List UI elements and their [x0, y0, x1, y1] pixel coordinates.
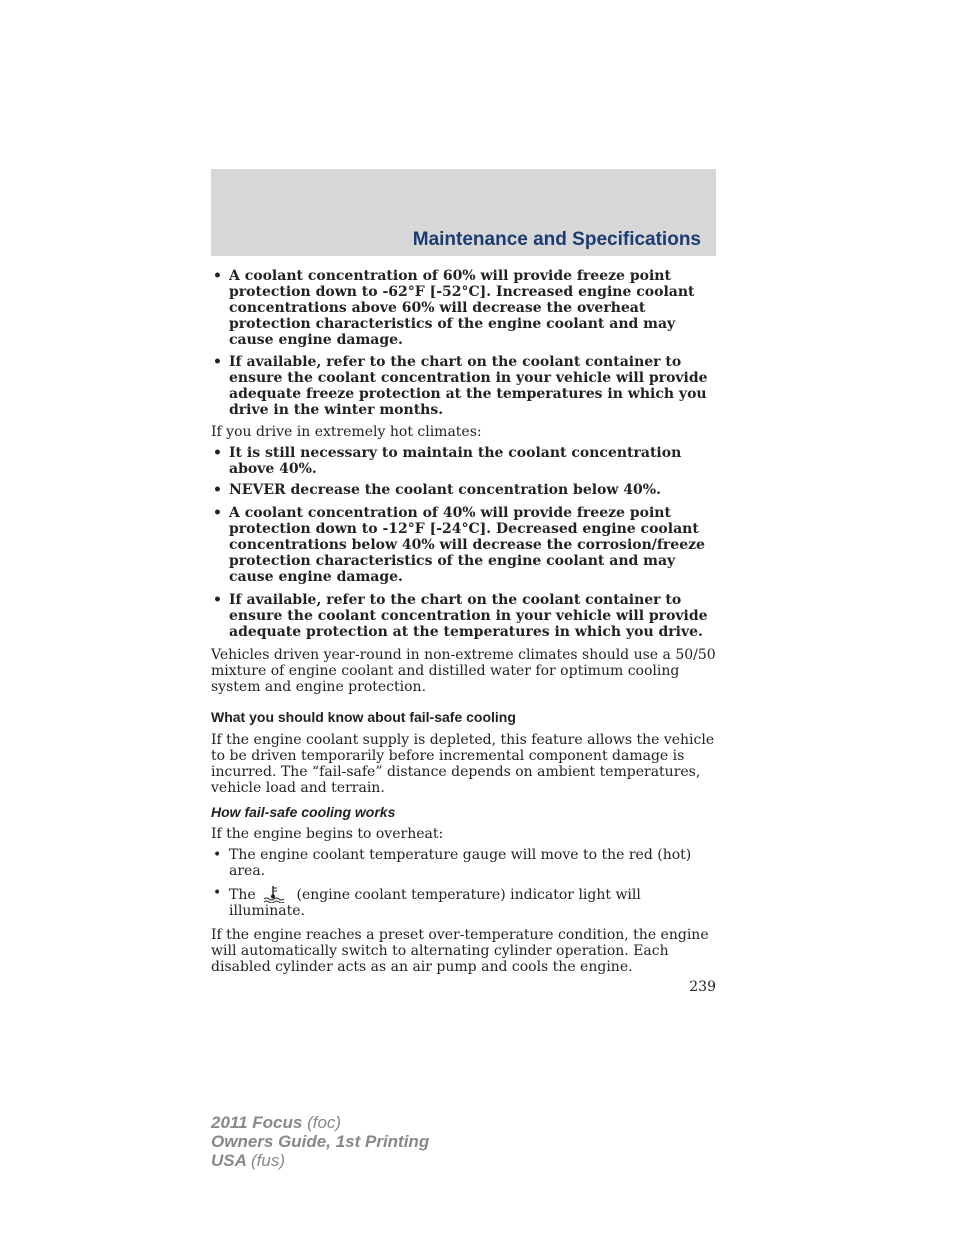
footer-market-code: (fus) [251, 1151, 285, 1170]
bullet-dot: • [213, 592, 222, 608]
failsafe-heading: What you should know about fail-safe cooling [211, 709, 516, 725]
header-band [211, 169, 716, 256]
bullet-item [211, 354, 716, 418]
bullet-text: NEVER decrease the coolant concentration below 40%. [229, 482, 661, 498]
bullet-item [211, 885, 716, 919]
page-number: 239 [689, 979, 716, 995]
footer-line-2: Owners Guide, 1st Printing [211, 1132, 430, 1151]
overheat-intro: If the engine begins to overheat: [211, 826, 444, 842]
footer-market: USA [211, 1151, 247, 1170]
bullet-item [211, 592, 716, 640]
footer-line-1 [211, 1113, 429, 1132]
bullet-text: The engine coolant temperature gauge will move to the red (hot) area. [229, 847, 692, 879]
bullet-dot: • [213, 885, 222, 901]
bullet-item [211, 268, 716, 348]
footer [211, 1113, 429, 1170]
bullet-text: A coolant concentration of 60% will provide freeze point protection down to -62°F [-52°C]. Increased engine coolant concentrations above 60% will decrease the overheat protection characteristics of the engine coolant and may cause engine damage. [229, 268, 695, 348]
bullet-dot: • [213, 505, 222, 521]
coolant-temperature-icon [262, 885, 288, 903]
footer-model-code: (foc) [307, 1113, 342, 1132]
bullet-dot: • [213, 847, 222, 863]
bullet-dot: • [213, 268, 222, 284]
failsafe-paragraph: If the engine coolant supply is depleted, this feature allows the vehicle to be driven temporarily before incremental component damage is incurred. The “fail-safe” distance depends on ambient temperatures, vehicle load and terrain. [211, 732, 715, 796]
footer-line-3 [211, 1151, 429, 1170]
bullet-text: It is still necessary to maintain the coolant concentration above 40%. [229, 445, 682, 477]
bullet-dot: • [213, 354, 222, 370]
bullet-text: If available, refer to the chart on the coolant container to ensure the coolant concentration in your vehicle will provide adequate freeze protection at the temperatures in which you drive in the winter months. [229, 354, 708, 418]
bullet-dot: • [213, 482, 222, 498]
hot-climates-intro: If you drive in extremely hot climates: [211, 424, 482, 440]
footer-model: 2011 Focus [211, 1113, 303, 1132]
bullet-item [211, 482, 716, 498]
bullet-dot: • [213, 445, 222, 461]
over-temp-paragraph: If the engine reaches a preset over-temperature condition, the engine will automatically switch to alternating cylinder operation. Each disabled cylinder acts as an air pump and cools the engine. [211, 927, 709, 975]
bullet-item [211, 445, 716, 477]
bullet-text: If available, refer to the chart on the coolant container to ensure the coolant concentration in your vehicle will provide adequate protection at the temperatures in which you drive. [229, 592, 708, 640]
works-heading: How fail-safe cooling works [211, 804, 396, 820]
bullet-item [211, 505, 716, 585]
bullet-text-pre: The [229, 887, 256, 903]
bullet-item [211, 847, 716, 879]
bullet-text: A coolant concentration of 40% will provide freeze point protection down to -12°F [-24°C]. Decreased engine coolant concentrations below 40% will decrease the corrosion/freeze protection characteristics of the engine coolant and may cause engine damage. [229, 505, 705, 585]
page-content [211, 268, 716, 995]
section-title: Maintenance and Specifications [412, 229, 701, 250]
mixture-paragraph: Vehicles driven year-round in non-extreme climates should use a 50/50 mixture of engine coolant and distilled water for optimum cooling system and engine protection. [211, 647, 716, 695]
bullet-text-post: (engine coolant temperature) indicator light will illuminate. [229, 887, 641, 919]
